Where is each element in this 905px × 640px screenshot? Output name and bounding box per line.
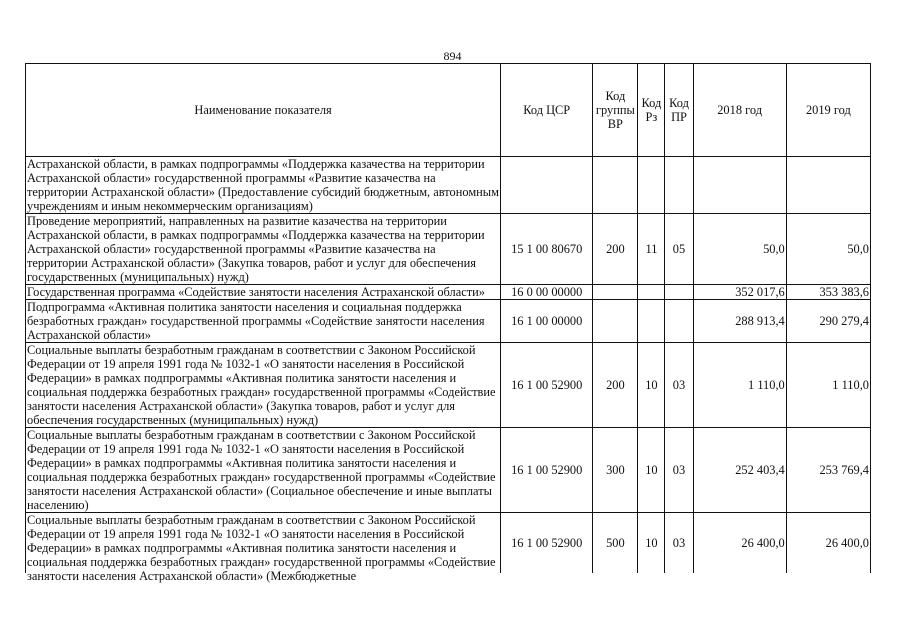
row-2018: 288 913,4 [693, 300, 786, 343]
row-name: Подпрограмма «Активная политика занятости населения и социальная поддержка безработных граждан» государственной программы «Содействие занятости населения Астраханской области» [26, 300, 501, 343]
row-pr: 03 [665, 513, 693, 574]
row-vr [593, 285, 638, 300]
table-row [26, 343, 871, 428]
table-row [26, 513, 871, 574]
row-2019: 26 400,0 [786, 513, 870, 574]
row-name: Социальные выплаты безработным гражданам в соответствии с Законом Российской Федерации от 19 апреля 1991 года № 1032-1 «О занятости населения в Российской Федерации» в рамках подпрограммы «Активная политика занятости населения и социальная поддержка безработных граждан» государственной программы «Содействие занятости населения Астраханской области» (Закупка товаров, работ и услуг для обеспечения государственных (муниципальных) нужд) [26, 343, 501, 428]
row-pr: 03 [665, 343, 693, 428]
table-row [26, 285, 871, 300]
row-csr: 16 0 00 00000 [501, 285, 593, 300]
row-vr: 200 [593, 343, 638, 428]
row-rz [638, 157, 665, 214]
row-csr: 15 1 00 80670 [501, 214, 593, 285]
row-2018: 26 400,0 [693, 513, 786, 574]
header-rz: Код Рз [638, 64, 665, 157]
row-pr [665, 157, 693, 214]
row-2018: 1 110,0 [693, 343, 786, 428]
header-pr: Код ПР [665, 64, 693, 157]
row-rz [638, 285, 665, 300]
header-2018: 2018 год [693, 64, 786, 157]
row-2018 [693, 157, 786, 214]
row-2019 [786, 157, 870, 214]
row-2019: 1 110,0 [786, 343, 870, 428]
table-row [26, 157, 871, 214]
row-name: Социальные выплаты безработным гражданам в соответствии с Законом Российской Федерации от 19 апреля 1991 года № 1032-1 «О занятости населения в Российской Федерации» в рамках подпрограммы «Активная политика занятости населения и социальная поддержка безработных граждан» государственной программы «Содействие занятости населения Астраханской области» (Социальное обеспечение и иные выплаты населению) [26, 428, 501, 513]
table-row [26, 428, 871, 513]
row-2018: 352 017,6 [693, 285, 786, 300]
header-2019: 2019 год [786, 64, 870, 157]
row-2019: 253 769,4 [786, 428, 870, 513]
row-vr: 500 [593, 513, 638, 574]
row-csr: 16 1 00 52900 [501, 343, 593, 428]
row-name: Государственная программа «Содействие занятости населения Астраханской области» [26, 285, 501, 300]
row-name: Астраханской области, в рамках подпрограммы «Поддержка казачества на территории Астраханской области» государственной программы «Развитие казачества на территории Астраханской области» (Предоставление субсидий бюджетным, автономным учреждениям и иным некоммерческим организациям) [27, 157, 499, 213]
row-vr: 200 [593, 214, 638, 285]
page-number: 894 [443, 49, 462, 63]
row-2019: 290 279,4 [786, 300, 870, 343]
row-rz: 10 [638, 513, 665, 574]
header-row [26, 64, 871, 157]
row-name: Проведение мероприятий, направленных на развитие казачества на территории Астраханской области, в рамках подпрограммы «Поддержка казачества на территории Астраханской области» государственной программы «Развитие казачества на территории Астраханской области» (Закупка товаров, работ и услуг для обеспечения государственных (муниципальных) нужд) [26, 214, 501, 285]
row-pr [665, 285, 693, 300]
row-pr: 03 [665, 428, 693, 513]
row-2018: 50,0 [693, 214, 786, 285]
row-2019: 50,0 [786, 214, 870, 285]
header-name: Наименование показателя [26, 64, 501, 157]
table-row [26, 300, 871, 343]
row-csr [501, 157, 593, 214]
row-2018: 252 403,4 [693, 428, 786, 513]
row-2019: 353 383,6 [786, 285, 870, 300]
row-rz: 10 [638, 343, 665, 428]
row-csr: 16 1 00 52900 [501, 428, 593, 513]
row-rz: 10 [638, 428, 665, 513]
table-row [26, 214, 871, 285]
row-name-text: Социальные выплаты безработным гражданам в соответствии с Законом Российской Федерации от 19 апреля 1991 года № 1032-1 «О занятости населения в Российской Федерации» в рамках подпрограммы «Активная политика занятости населения и социальная поддержка безработных граждан» государственной программы «Содействие занятости населения Астраханской области» (Межбюджетные [27, 513, 496, 583]
row-vr: 300 [593, 428, 638, 513]
header-csr: Код ЦСР [501, 64, 593, 157]
row-csr: 16 1 00 00000 [501, 300, 593, 343]
row-rz [638, 300, 665, 343]
row-pr [665, 300, 693, 343]
row-pr: 05 [665, 214, 693, 285]
row-name [26, 513, 501, 583]
row-rz: 11 [638, 214, 665, 285]
budget-table [25, 63, 871, 583]
row-csr: 16 1 00 52900 [501, 513, 593, 574]
row-vr [593, 300, 638, 343]
header-vr: Код группы ВР [593, 64, 638, 157]
row-vr [593, 157, 638, 214]
